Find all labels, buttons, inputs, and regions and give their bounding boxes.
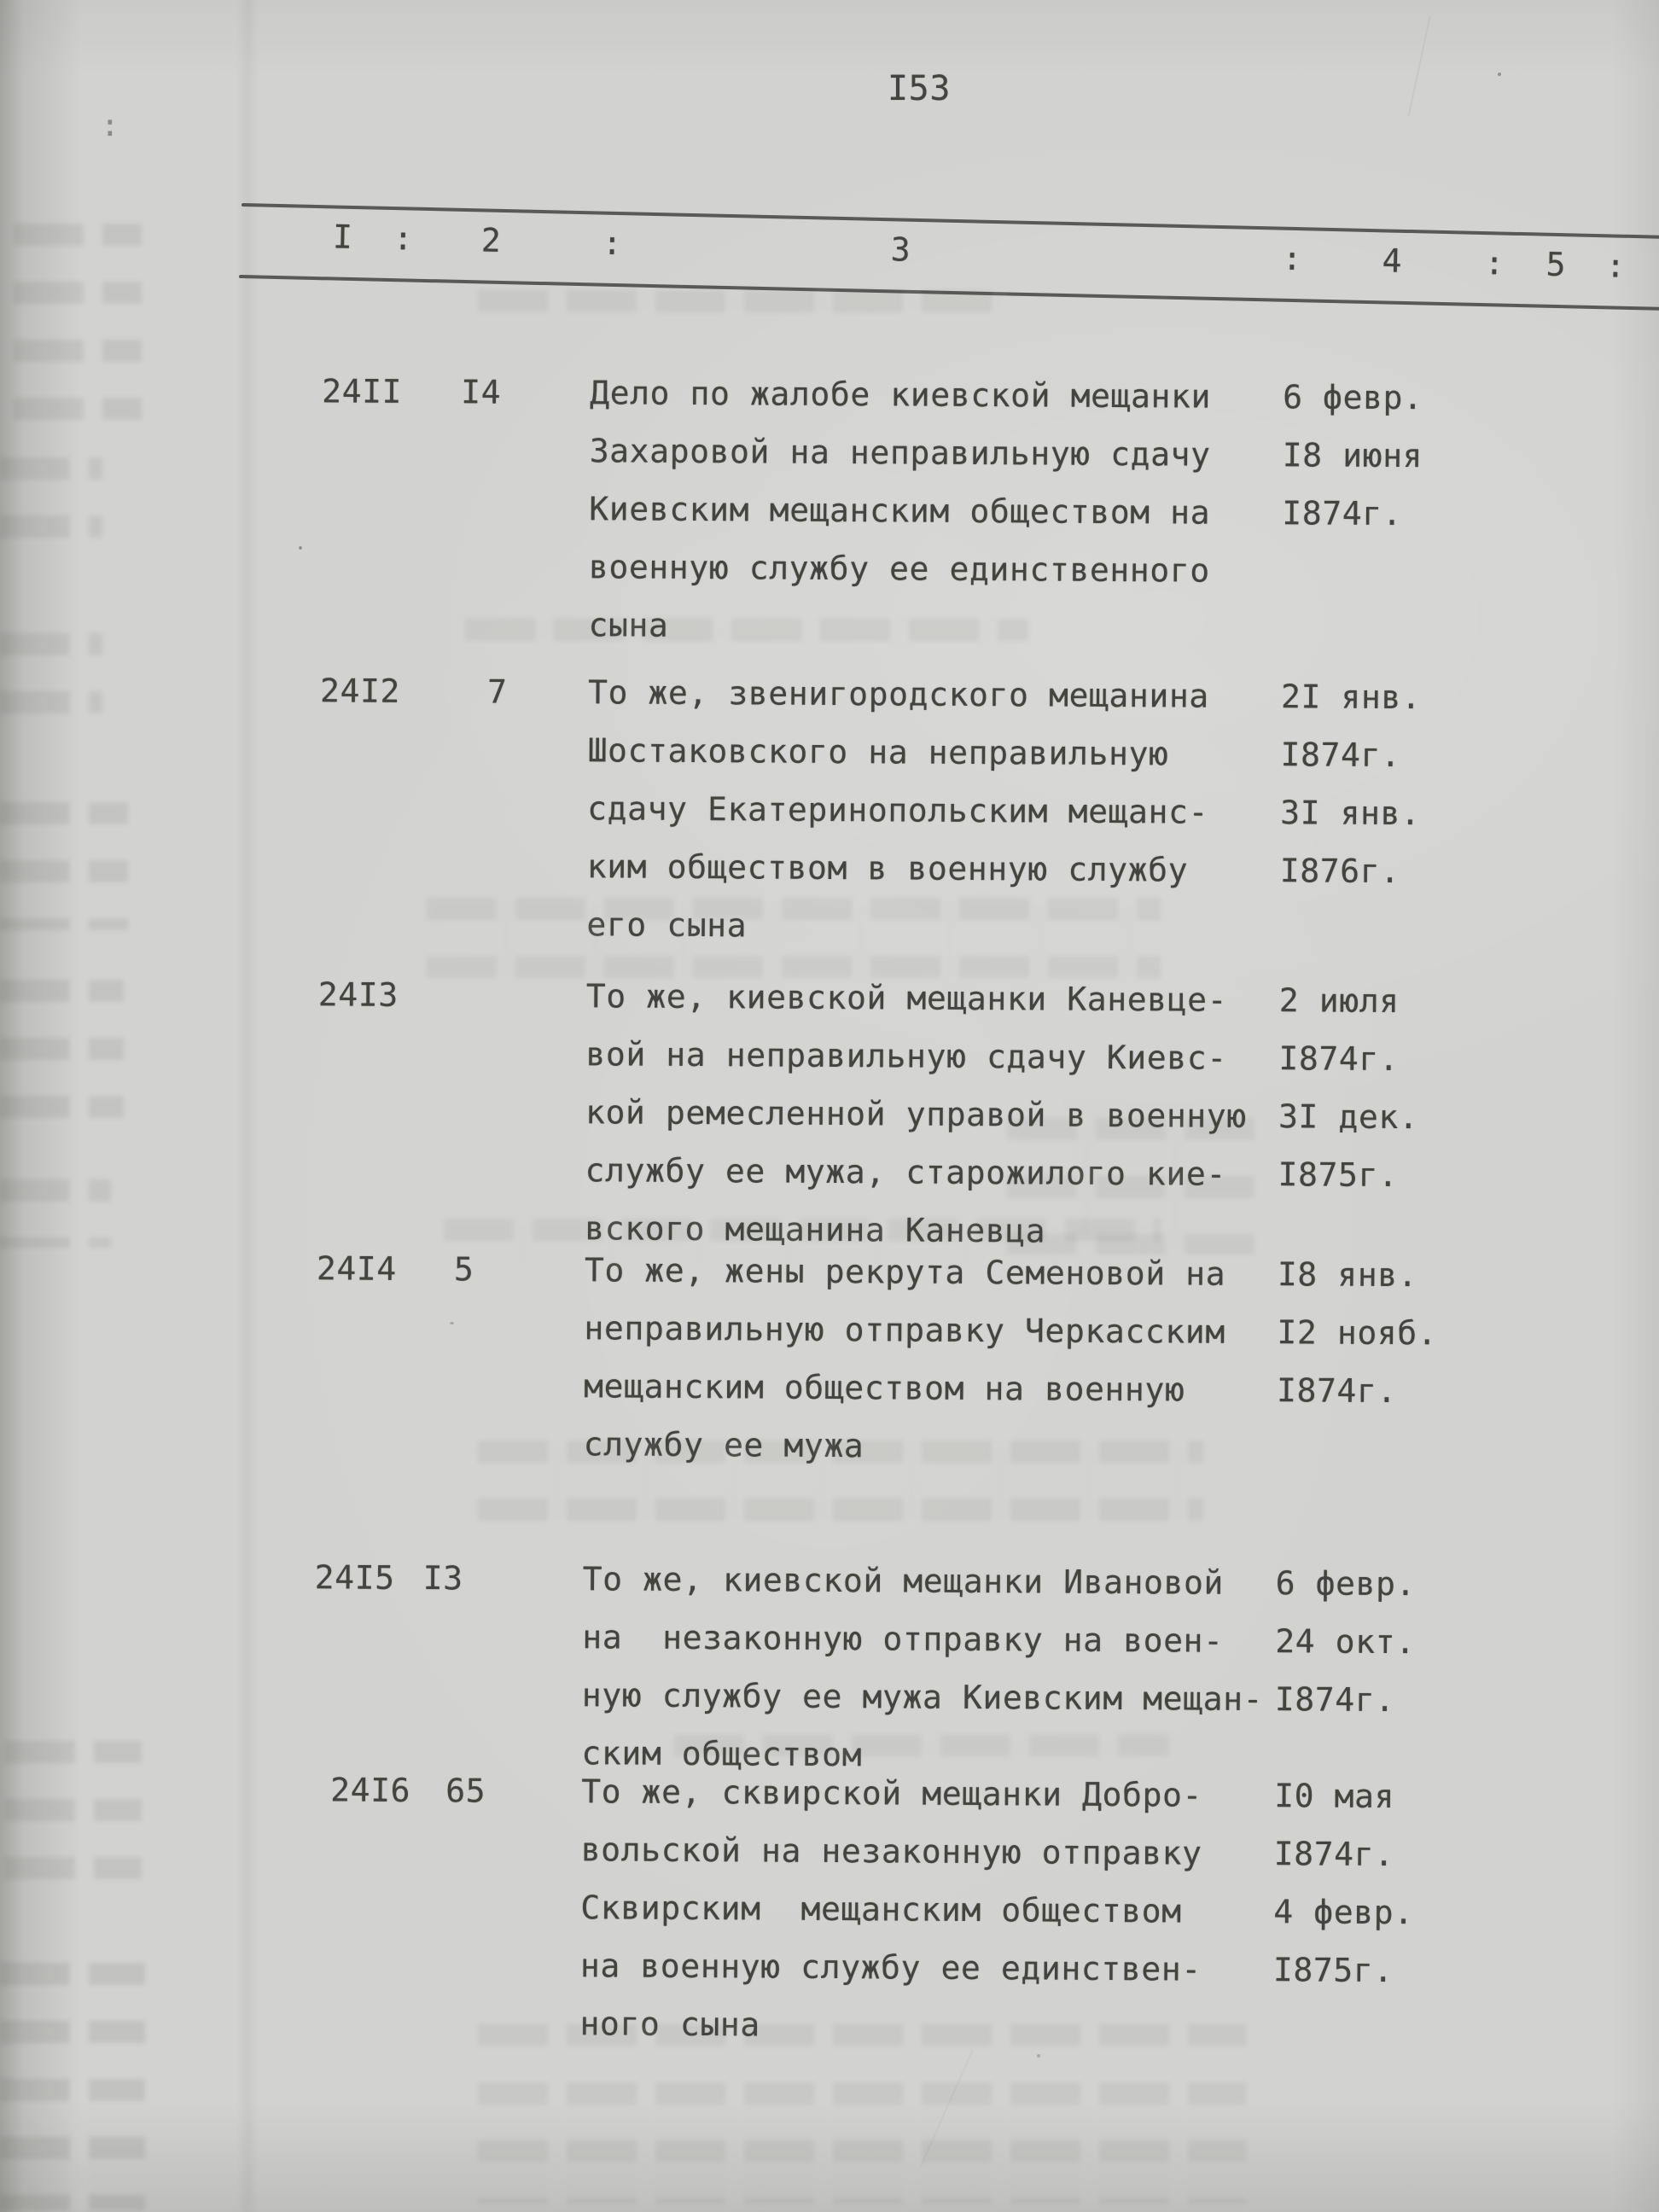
- entry-number: 24I5: [314, 1558, 395, 1597]
- entry-number: 24I2: [319, 672, 401, 710]
- entry-description-line: мещанским обществом на военную: [583, 1367, 1185, 1409]
- entry-description-line: службу ее мужа, старожилого кие-: [585, 1151, 1227, 1193]
- entry-sheet-count: I3: [422, 1559, 463, 1598]
- entry-date-line: 2I янв.: [1280, 678, 1422, 717]
- entry-description-line: ную службу ее мужа Киевским мещан-: [581, 1676, 1264, 1719]
- entry-date-line: I875г.: [1278, 1155, 1399, 1195]
- entry-description-line: сдачу Екатеринопольским мещанс-: [587, 789, 1209, 831]
- entry-sheet-count: 5: [453, 1250, 474, 1289]
- entry-sheet-count: I4: [461, 373, 502, 411]
- entry-date-line: I874г.: [1273, 1835, 1394, 1874]
- entry-description-line: кой ремесленной управой в военную: [585, 1093, 1247, 1135]
- entry-description-line: То же, киевской мещанки Каневце-: [585, 977, 1228, 1019]
- entry-number: 24I6: [330, 1771, 411, 1809]
- entry-description-line: на военную службу ее единствен-: [579, 1947, 1202, 1988]
- entry-description-line: То же, жены рекрута Семеновой на: [584, 1251, 1226, 1293]
- page-number: I53: [888, 69, 952, 108]
- entry-description-line: Дело по жалобе киевской мещанки: [590, 374, 1212, 416]
- entry-date-line: 24 окт.: [1275, 1622, 1416, 1662]
- entry-description-line: Киевским мещанским обществом на: [589, 490, 1211, 532]
- column-separator: :: [1484, 244, 1505, 282]
- entry-description-line: Сквирским мещанским обществом: [580, 1889, 1182, 1930]
- entry-sheet-count: 65: [445, 1772, 486, 1810]
- entry-description-line: Шостаковского на неправильную: [587, 731, 1169, 773]
- entry-description-line: То же, сквирской мещанки Добро-: [581, 1773, 1203, 1814]
- entry-date-line: I876г.: [1279, 852, 1400, 891]
- entry-sheet-count: 7: [486, 672, 508, 711]
- entry-date-line: I875г.: [1272, 1951, 1394, 1990]
- entry-date-line: 4 февр.: [1273, 1893, 1414, 1932]
- entry-description-line: ким обществом в военную службу: [586, 847, 1189, 889]
- column-separator: :: [393, 219, 414, 258]
- entry-date-line: I0 мая: [1274, 1777, 1395, 1816]
- entry-description-line: Захаровой на неправильную сдачу: [589, 432, 1211, 474]
- entry-description-line: вского мещанина Каневца: [585, 1209, 1046, 1250]
- entry-date-line: I874г.: [1278, 1039, 1400, 1079]
- entry-description-line: неправильную отправку Черкасским: [584, 1309, 1225, 1351]
- entry-description-line: его сына: [586, 905, 748, 945]
- entry-date-line: I874г.: [1276, 1371, 1398, 1411]
- entry-description-line: То же, звенигородского мещанина: [587, 673, 1210, 715]
- entry-date-line: 2 июля: [1278, 981, 1400, 1021]
- entry-date-line: I874г.: [1274, 1680, 1395, 1720]
- entry-description-line: То же, киевской мещанки Ивановой: [582, 1560, 1225, 1602]
- column-header-1: I: [332, 218, 353, 256]
- column-header-4: 4: [1382, 242, 1403, 280]
- entry-date-line: I2 нояб.: [1277, 1313, 1438, 1353]
- column-header-5: 5: [1545, 245, 1567, 284]
- entry-date-line: 6 февр.: [1275, 1564, 1417, 1604]
- entry-date-line: 3I янв.: [1280, 794, 1421, 833]
- entry-description-line: ного сына: [579, 2005, 760, 2044]
- entry-description-line: вой на неправильную сдачу Киевс-: [585, 1035, 1227, 1077]
- entry-description-line: вольской на незаконную отправку: [580, 1831, 1202, 1872]
- column-header-3: 3: [890, 230, 911, 269]
- entry-description-line: на незаконную отправку на воен-: [582, 1618, 1224, 1660]
- entry-date-line: I8 июня: [1282, 436, 1423, 475]
- entry-description-line: ским обществом: [581, 1734, 863, 1774]
- column-separator: :: [1605, 247, 1627, 285]
- entry-date-line: I874г.: [1282, 494, 1403, 533]
- entry-date-line: I8 янв.: [1277, 1255, 1418, 1295]
- entry-description-line: службу ее мужа: [583, 1425, 864, 1465]
- column-header-2: 2: [480, 221, 502, 259]
- entry-description-line: сына: [588, 606, 669, 644]
- entry-number: 24II: [322, 372, 403, 410]
- column-separator: :: [602, 224, 623, 263]
- entry-date-line: I874г.: [1280, 736, 1401, 775]
- column-separator: :: [1282, 239, 1303, 278]
- entry-number: 24I4: [316, 1249, 397, 1288]
- entry-description-line: военную службу ее единственного: [588, 548, 1210, 590]
- margin-mark: :: [101, 108, 120, 143]
- entry-date-line: 6 февр.: [1283, 378, 1423, 417]
- entry-date-line: 3I дек.: [1278, 1097, 1419, 1137]
- entry-number: 24I3: [317, 975, 399, 1014]
